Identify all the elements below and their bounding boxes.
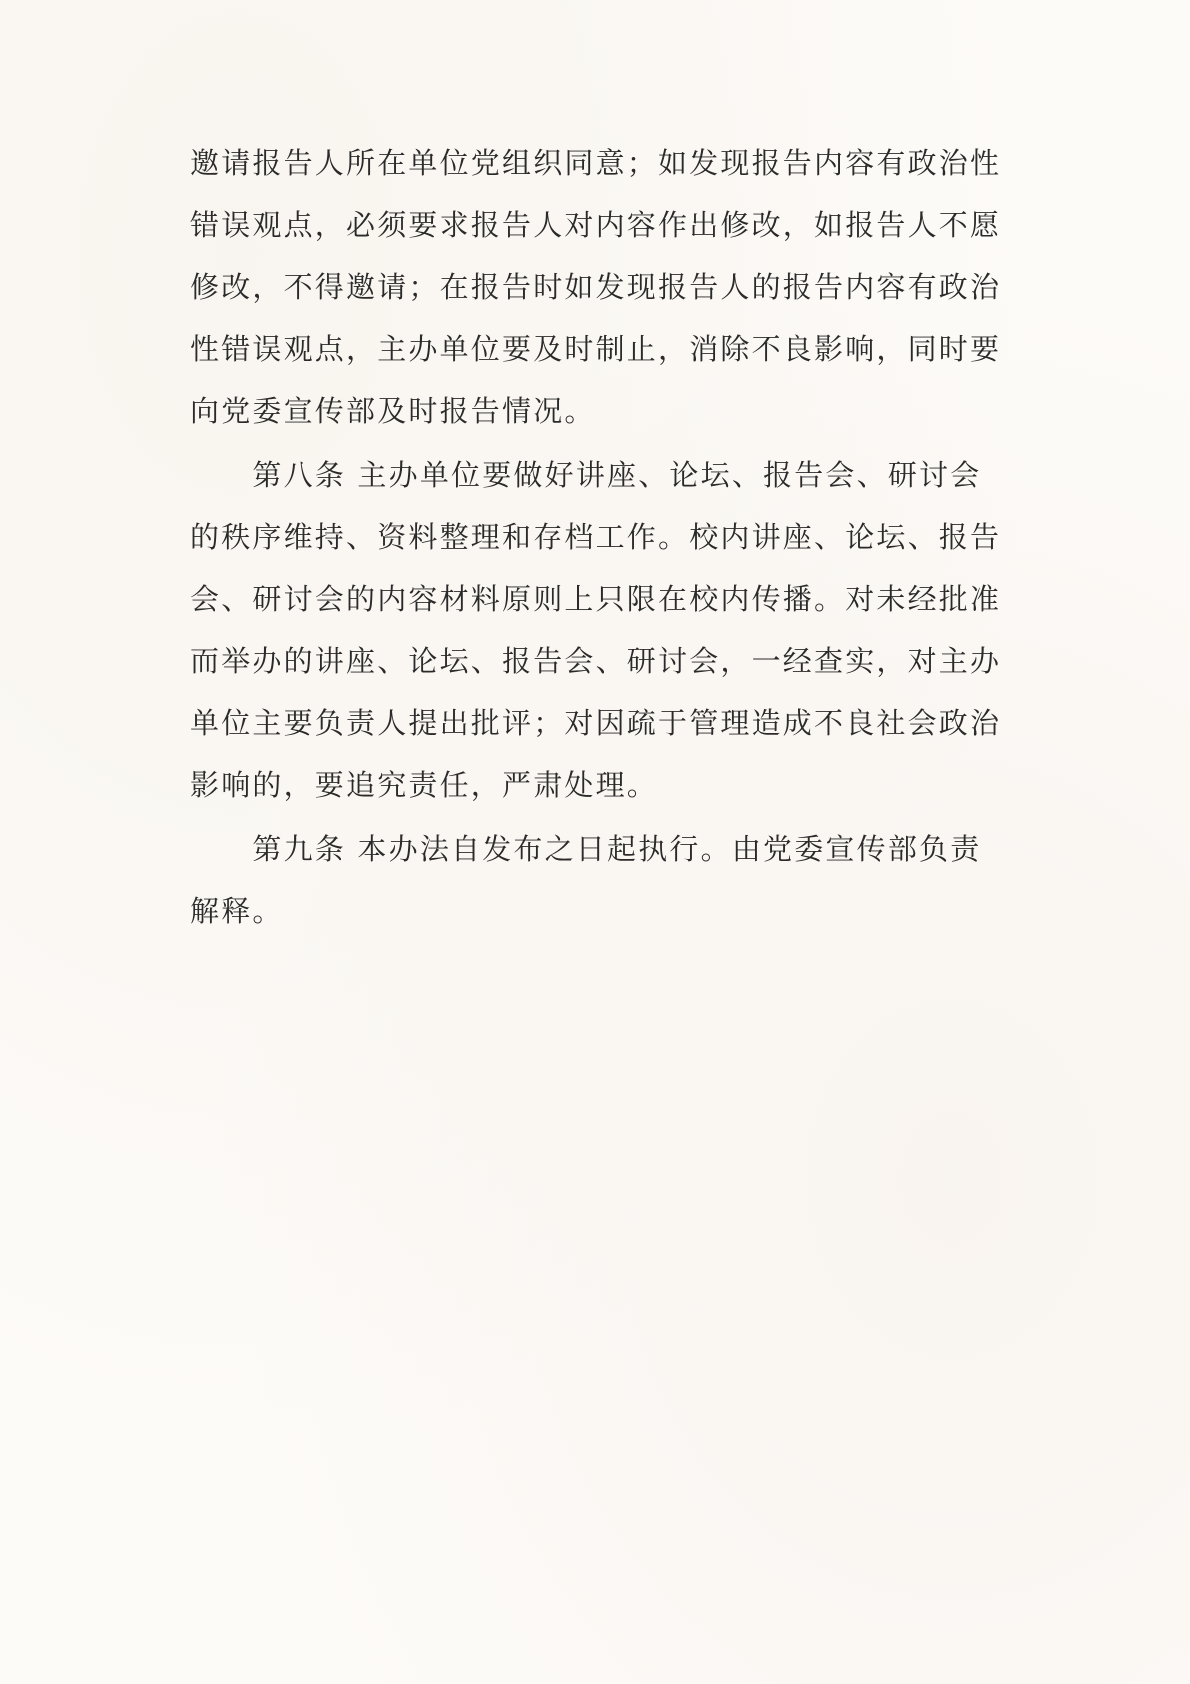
paragraph-line: 第九条 本办法自发布之日起执行。由党委宣传部负责 [190,832,982,866]
document-body [190,132,1020,942]
paragraph-line: 解释。 [190,894,284,928]
paragraph-line: 第八条 主办单位要做好讲座、论坛、报告会、研讨会 [190,458,982,492]
paragraph-line: 的秩序维持、资料整理和存档工作。校内讲座、论坛、报告 [190,520,1002,554]
paragraph-line: 单位主要负责人提出批评；对因疏于管理造成不良社会政治 [190,706,1002,740]
paragraph-line: 错误观点，必须要求报告人对内容作出修改，如报告人不愿 [190,208,1002,242]
paragraph-line: 邀请报告人所在单位党组织同意；如发现报告内容有政治性 [190,146,1002,180]
paragraph-line: 性错误观点，主办单位要及时制止，消除不良影响，同时要 [190,332,1002,366]
paragraph-line: 向党委宣传部及时报告情况。 [190,394,596,428]
paragraph-line: 而举办的讲座、论坛、报告会、研讨会，一经查实，对主办 [190,644,1002,678]
paragraph-line: 修改，不得邀请；在报告时如发现报告人的报告内容有政治 [190,270,1002,304]
paragraph-continued [190,132,1020,442]
paragraph-line: 会、研讨会的内容材料原则上只限在校内传播。对未经批准 [190,582,1002,616]
article-eight [190,444,1020,816]
paragraph-line: 影响的，要追究责任，严肃处理。 [190,768,659,802]
article-nine [190,818,1020,942]
